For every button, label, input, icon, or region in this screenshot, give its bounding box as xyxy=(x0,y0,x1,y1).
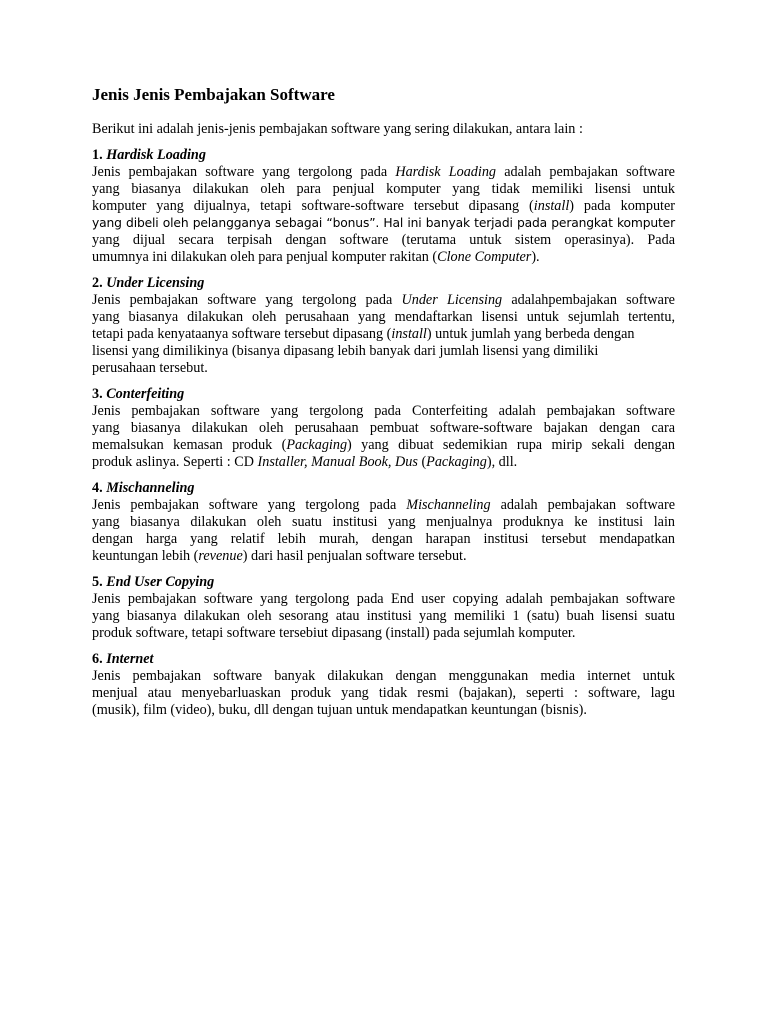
italic-term: Clone Computer xyxy=(437,249,532,265)
body-line: yang biasanya dilakukan oleh suatu institusi yang menjualnya produknya ke institusi lain xyxy=(92,514,675,530)
section-number: 6. xyxy=(92,651,103,667)
body-line: yang biasanya dilakukan oleh perusahaan pembuat software-software bajakan dengan cara xyxy=(92,420,675,436)
body-line: komputer yang dijualnya, tetapi software-software tersebut dipasang (install) pada komputer xyxy=(92,198,675,214)
body-line: Jenis pembajakan software yang tergolong pada End user copying adalah pembajakan software xyxy=(92,591,675,607)
section-number: 1. xyxy=(92,147,103,163)
section-name: Mischanneling xyxy=(106,480,195,496)
section-heading xyxy=(92,573,675,591)
body-line: yang dibeli oleh pelangganya sebagai “bonus”. Hal ini banyak terjadi pada perangkat komputer xyxy=(92,216,675,230)
section-name: Hardisk Loading xyxy=(106,147,206,163)
body-line: umumnya ini dilakukan oleh para penjual komputer rakitan (Clone Computer). xyxy=(92,249,540,265)
section-3 xyxy=(92,385,675,471)
body-line: keuntungan lebih (revenue) dari hasil penjualan software tersebut. xyxy=(92,548,467,564)
body-line: yang biasanya dilakukan oleh perusahaan yang mendaftarkan lisensi untuk sejumlah tertentu, xyxy=(92,309,675,325)
section-heading xyxy=(92,274,675,292)
section-heading xyxy=(92,650,675,668)
section-body xyxy=(92,292,675,377)
section-name: Under Licensing xyxy=(106,275,205,291)
body-line: produk aslinya. Seperti : CD Installer, Manual Book, Dus (Packaging), dll. xyxy=(92,454,518,470)
section-5 xyxy=(92,573,675,642)
body-line: Jenis pembajakan software yang tergolong pada Under Licensing adalahpembajakan software xyxy=(92,292,675,308)
italic-term: Installer, Manual Book, Dus xyxy=(257,454,418,470)
document-title: Jenis Jenis Pembajakan Software xyxy=(92,85,335,104)
section-2 xyxy=(92,274,675,377)
section-body xyxy=(92,164,675,266)
body-line: tetapi pada kenyataanya software tersebut dipasang (install) untuk jumlah yang berbeda dengan xyxy=(92,326,635,342)
italic-term: Hardisk Loading xyxy=(395,164,497,180)
section-number: 2. xyxy=(92,275,103,291)
italic-term: Packaging xyxy=(426,454,487,470)
sections-container xyxy=(92,146,675,719)
body-line: Jenis pembajakan software yang tergolong pada Hardisk Loading adalah pembajakan software xyxy=(92,164,675,180)
section-body xyxy=(92,668,675,719)
section-name: End User Copying xyxy=(106,574,215,590)
italic-term: install xyxy=(533,198,570,214)
section-heading xyxy=(92,479,675,497)
body-line: menjual atau menyebarluaskan produk yang tidak resmi (bajakan), seperti : software, lagu xyxy=(92,685,675,701)
body-line: yang biasanya dilakukan oleh sesorang atau institusi yang memiliki 1 (satu) buah lisensi suatu xyxy=(92,608,675,624)
section-name: Internet xyxy=(106,651,154,667)
italic-term: Packaging xyxy=(286,437,348,453)
body-line: yang dijual secara terpisah dengan software (terutama untuk sistem operasinya). Pada xyxy=(92,232,675,248)
body-line: Jenis pembajakan software yang tergolong pada Conterfeiting adalah pembajakan software xyxy=(92,403,675,419)
section-number: 4. xyxy=(92,480,103,496)
intro-paragraph: Berikut ini adalah jenis-jenis pembajakan software yang sering dilakukan, antara lain : xyxy=(92,121,583,137)
document-page xyxy=(92,84,675,727)
body-line: Jenis pembajakan software yang tergolong pada Mischanneling adalah pembajakan software xyxy=(92,497,675,513)
section-name: Conterfeiting xyxy=(106,386,185,402)
italic-term: install xyxy=(391,326,427,342)
section-6 xyxy=(92,650,675,719)
section-heading xyxy=(92,385,675,403)
section-heading xyxy=(92,146,675,164)
section-1 xyxy=(92,146,675,266)
body-line: (musik), film (video), buku, dll dengan tujuan untuk mendapatkan keuntungan (bisnis). xyxy=(92,702,587,718)
body-line: lisensi yang dimilikinya (bisanya dipasang lebih banyak dari jumlah lisensi yang dimiliki xyxy=(92,343,599,359)
section-body xyxy=(92,497,675,565)
body-line: dengan harga yang relatif lebih murah, dengan harapan institusi tersebut mendapatkan xyxy=(92,531,675,547)
italic-term: Under Licensing xyxy=(401,292,503,308)
section-4 xyxy=(92,479,675,565)
section-body xyxy=(92,403,675,471)
italic-term: revenue xyxy=(198,548,243,564)
body-line: yang biasanya dilakukan oleh para penjual komputer yang tidak memiliki lisensi untuk xyxy=(92,181,675,197)
section-body xyxy=(92,591,675,642)
body-line: produk software, tetapi software tersebiut dipasang (install) pada sejumlah komputer. xyxy=(92,625,576,641)
section-number: 3. xyxy=(92,386,103,402)
body-line: perusahaan tersebut. xyxy=(92,360,208,376)
body-line: Jenis pembajakan software banyak dilakukan dengan menggunakan media internet untuk xyxy=(92,668,675,684)
section-number: 5. xyxy=(92,574,103,590)
body-line: memalsukan kemasan produk (Packaging) yang dibuat sedemikian rupa mirip sekali dengan xyxy=(92,437,676,453)
italic-term: Mischanneling xyxy=(406,497,491,513)
